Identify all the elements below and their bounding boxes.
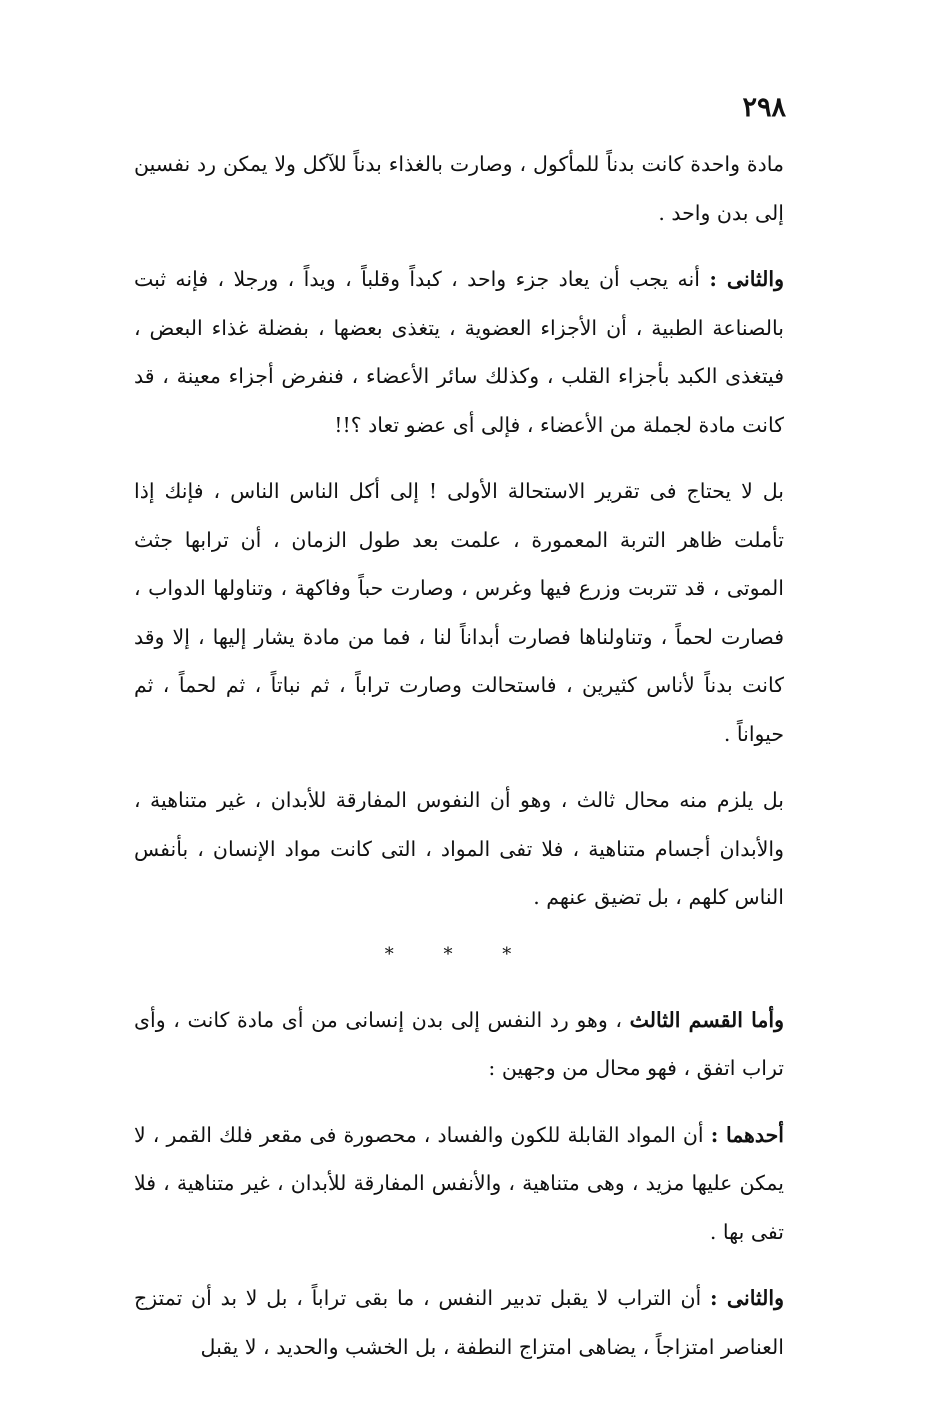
paragraph-1: [134, 140, 784, 237]
paragraph-5: [134, 996, 784, 1093]
paragraph-lead: أحدهما :: [710, 1122, 784, 1147]
paragraph-text: بل لا يحتاج فى تقرير الاستحالة الأولى ! إلى أكل الناس الناس ، فإنك إذا تأملت ظاهر التربة المعمورة ، علمت بعد طول الزمان ، أن ترابها جثث الموتى ، قد تتربت وزرع فيها وغرس ، وصارت حباً وفاكهة ، وتناولها الدواب ، فصارت لحماً ، وتناولناها فصارت أبداناً لنا ، فما من مادة يشار إليها ، إلا وقد كانت بدناً لأناس كثيرين ، فاستحالت وصارت تراباً ، ثم نباتاً ، ثم لحماً ، ثم حيواناً .: [134, 479, 784, 746]
paragraph-text: بل يلزم منه محال ثالث ، وهو أن النفوس المفارقة للأبدان ، غير متناهية ، والأبدان أجسام متناهية ، فلا تفى المواد ، التى كانت مواد الإنسان ، بأنفس الناس كلهم ، بل تضيق عنهم .: [134, 788, 784, 909]
paragraph-text: أن التراب لا يقبل تدبير النفس ، ما بقى تراباً ، بل لا بد أن تمتزج العناصر امتزاجاً ، يضاهى امتزاج النطفة ، بل الخشب والحديد ، لا يقبل: [134, 1286, 784, 1359]
paragraph-text: أن المواد القابلة للكون والفساد ، محصورة فى مقعر فلك القمر ، لا يمكن عليها مزيد ، وهى متناهية ، والأنفس المفارقة للأبدان ، غير متناهية ، فلا تفى بها .: [134, 1122, 784, 1244]
paragraph-text: مادة واحدة كانت بدناً للمأكول ، وصارت بالغذاء بدناً للآكل ولا يمكن رد نفسين إلى بدن واحد .: [134, 152, 784, 225]
body-text: [134, 140, 784, 1389]
paragraph-text: أنه يجب أن يعاد جزء واحد ، كبداً وقلباً ، ويداً ، ورجلا ، فإنه ثبت بالصناعة الطبية ، أن الأجزاء العضوية ، يتغذى بعضها ، بفضلة غذاء البعض ، فيتغذى الكبد بأجزاء القلب ، وكذلك سائر الأعضاء ، فنفرض أجزاء معينة ، قد كانت مادة لجملة من الأعضاء ، فإلى أى عضو تعاد ؟!!: [134, 267, 784, 437]
paragraph-4: [134, 776, 784, 922]
paragraph-lead: وأما القسم الثالث: [629, 1007, 785, 1032]
paragraph-lead: والثانى :: [709, 267, 784, 291]
paragraph-text: ، وهو رد النفس إلى بدن إنسانى من أى مادة كانت ، وأى تراب اتفق ، فهو محال من وجهين :: [134, 1007, 784, 1080]
paragraph-2: [134, 255, 784, 449]
paragraph-7: [134, 1274, 784, 1371]
paragraph-6: [134, 1111, 784, 1257]
paragraph-3: [134, 467, 784, 758]
section-separator: * * *: [384, 943, 534, 965]
page-number: ٢٩٨: [742, 92, 786, 123]
paragraph-lead: والثانى :: [709, 1286, 784, 1310]
